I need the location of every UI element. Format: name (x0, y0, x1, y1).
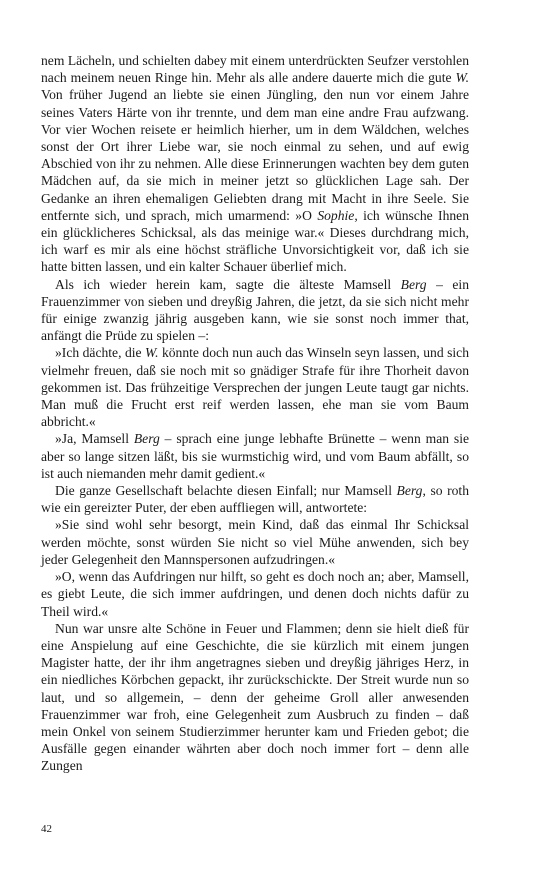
paragraph (41, 482, 469, 516)
text-run: , ich wünsche Ihnen ein glücklicheres Schicksal, als das meinige war.« Dieses durchdrang mich, ich warf es mir als eine höchst sträfliche Unvorsichtigkeit vor, daß ich sie hatte bitten lassen, und ein kalter Schauer überlief mich. (41, 207, 470, 275)
text-run: »Ja, Mamsell (55, 431, 134, 447)
paragraph (41, 344, 469, 430)
paragraph (41, 276, 469, 345)
text-run: »Ich dächte, die (55, 345, 146, 361)
text-run: – ein Frauenzimmer von sieben und dreyßig Jahren, die jetzt, da sie sich nicht mehr für einige zwanzig jährig ausgeben kann, wie sie sonst noch immer that, anfängt die Prüde zu spielen –: (41, 276, 469, 344)
paragraph (41, 620, 469, 775)
page-number: 42 (41, 823, 52, 835)
text-run: Von früher Jugend an liebte sie einen Jüngling, den nun vor einem Jahre seines Vaters Härte von ihr trennte, und dem man eine andre Frau aufzwang. Vor vier Wochen reisete er heimlich hierher, um in dem Wäldchen, welches sonst der Ort ihrer Liebe war, sie noch einmal zu sehen, und auf ewig Abschied von ihr zu nehmen. Alle diese Erinnerungen wachten bey dem guten Mädchen auf, da sie mich in meiner jetzt so glücklichen Lage sah. Der Gedanke an ihren ehemaligen Geliebten drang mit Macht in ihre Seele. Sie entfernte sich, und sprach, mich umarmend: »O (41, 87, 469, 223)
text-run: »Sie sind wohl sehr besorgt, mein Kind, daß das einmal Ihr Schicksal werden möchte, sonst würden Sie nicht so viel Mühe anwenden, sich bey jeder Gelegenheit den Mannspersonen aufzudringen.« (41, 517, 469, 567)
paragraph (41, 430, 469, 482)
paragraph (41, 516, 469, 568)
italic-text: W. (455, 70, 469, 86)
text-run: Die ganze Gesellschaft belachte diesen Einfall; nur Mamsell (55, 483, 397, 499)
text-run: nem Lächeln, und schielten dabey mit einem unterdrückten Seufzer verstohlen nach meinem neuen Ringe hin. Mehr als alle andere dauerte mich die gute (41, 53, 469, 86)
text-body (41, 52, 469, 775)
italic-text: Berg (400, 276, 427, 292)
text-run: könnte doch nun auch das Winseln seyn lassen, und sich vielmehr freuen, daß sie noch mit so gnädiger Strafe für ihre Thorheit davon gekommen ist. Das frühzeitige Versprechen der jungen Leute taugt gar nichts. Man muß die Frucht erst reif werden lassen, ehe man sie vom Baum abbricht.« (41, 345, 470, 430)
text-run: Nun war unsre alte Schöne in Feuer und Flammen; denn sie hielt dieß für eine Anspielung auf eine Geschichte, die sie kürzlich mit einem jungen Magister hatte, der ihr ihm angetragnes sieben und dreyßig jähriges Herz, in ein niedliches Körbchen gepackt, ihr zurückschickte. Der Streit wurde nun so laut, und so allgemein, – denn der geheime Groll aller anwesenden Frauenzimmer war froh, eine Gelegenheit zum Ausbruch zu finden – daß mein Onkel von seinem Studierzimmer herunter kam und Frieden gebot; die Ausfälle gegen einander währten aber doch noch immer fort – denn alle Zungen (41, 620, 469, 774)
text-run: »O, wenn das Aufdringen nur hilft, so geht es doch noch an; aber, Mamsell, es giebt Leute, die sich immer aufdringen, und denen doch nichts dafür zu Theil wird.« (41, 569, 469, 619)
text-run: – sprach eine junge lebhafte Brünette – wenn man sie aber so lange sitzen läßt, bis sie wurmstichig wird, und vom Baum abfällt, so ist auch niemanden mehr damit gedient.« (41, 431, 470, 481)
text-run: , so roth wie ein gereizter Puter, der eben auffliegen will, antwortete: (41, 483, 469, 516)
italic-text: Berg (133, 431, 160, 447)
italic-text: Sophie (317, 207, 355, 223)
text-run: Als ich wieder herein kam, sagte die älteste Mamsell (55, 276, 401, 292)
paragraph (41, 568, 469, 620)
italic-text: Berg (396, 483, 423, 499)
italic-text: W. (145, 345, 159, 361)
paragraph (41, 52, 469, 276)
